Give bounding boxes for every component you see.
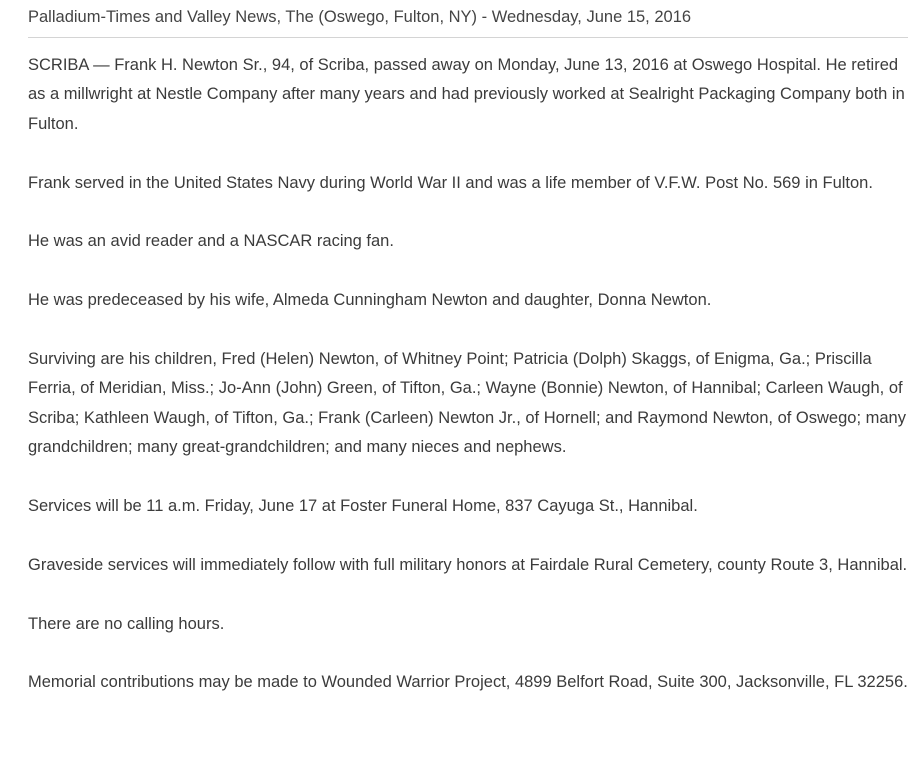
obituary-body [28,51,908,698]
paragraph-hobbies: He was an avid reader and a NASCAR racing fan. [28,232,394,251]
paragraph-graveside: Graveside services will immediately follow with full military honors at Fairdale Rural Cemetery, county Route 3, Hannibal. [28,555,908,574]
paragraph-memorial: Memorial contributions may be made to Wounded Warrior Project, 4899 Belfort Road, Suite 300, Jacksonville, FL 32256. [28,673,908,692]
publication-source-line: Palladium-Times and Valley News, The (Oswego, Fulton, NY) - Wednesday, June 15, 2016 [28,8,692,26]
paragraph-predeceased: He was predeceased by his wife, Almeda Cunningham Newton and daughter, Donna Newton. [28,291,712,310]
paragraph-calling-hours: There are no calling hours. [28,614,225,633]
paragraph-intro: SCRIBA — Frank H. Newton Sr., 94, of Scriba, passed away on Monday, June 13, 2016 at Oswego Hospital. He retired as a millwright at Nestle Company after many years and had previously worked at Sealright Packaging Company both in Fulton. [28,56,905,133]
paragraph-military-service: Frank served in the United States Navy during World War II and was a life member of V.F.W. Post No. 569 in Fulton. [28,173,873,192]
paragraph-services: Services will be 11 a.m. Friday, June 17 at Foster Funeral Home, 837 Cayuga St., Hannibal. [28,497,698,516]
paragraph-survivors: Surviving are his children, Fred (Helen) Newton, of Whitney Point; Patricia (Dolph) Skaggs, of Enigma, Ga.; Priscilla Ferria, of Meridian, Miss.; Jo-Ann (John) Green, of Tifton, Ga.; Wayne (Bonnie) Newton, of Hannibal; Carleen Waugh, of Scriba; Kathleen Waugh, of Tifton, Ga.; Frank (Carleen) Newton Jr., of Hornell; and Raymond Newton, of Oswego; many grandchildren; many great-grandchildren; and many nieces and nephews. [28,350,906,457]
header-divider [28,37,908,38]
